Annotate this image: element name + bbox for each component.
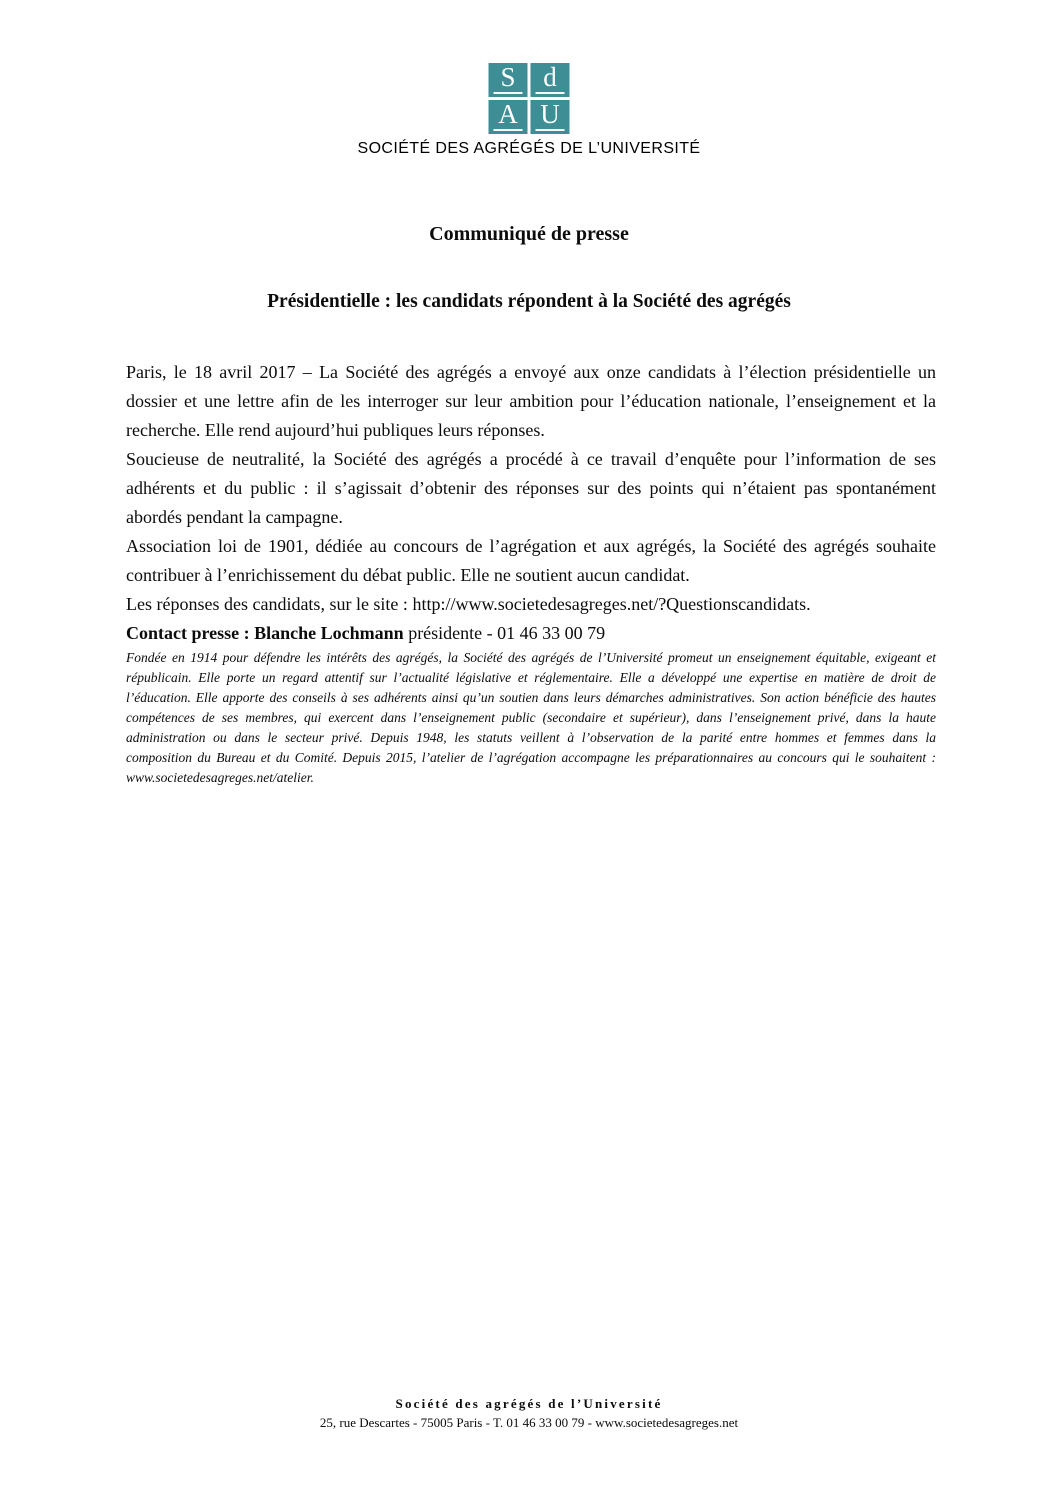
- logo-letter-a: A: [489, 100, 528, 134]
- contact-name: Contact presse : Blanche Lochmann: [126, 623, 404, 643]
- about-paragraph: [126, 648, 936, 788]
- paragraph-association: Association loi de 1901, dédiée au concours de l’agrégation et aux agrégés, la Société des agrégés souhaite contribuer à l’enrichissement du débat public. Elle ne soutient aucun candidat.: [126, 536, 936, 585]
- doc-title: Communiqué de presse: [429, 223, 629, 245]
- logo-letter-u: U: [531, 100, 570, 134]
- document-body: [126, 358, 936, 788]
- footer-org-name: Société des agrégés de l’Université: [395, 1396, 663, 1411]
- responses-link-prefix: Les réponses des candidats, sur le site :: [126, 594, 413, 614]
- about-text: Fondée en 1914 pour défendre les intérêts des agrégés, la Société des agrégés de l’Université promeut un enseignement équitable, exigeant et républicain. Elle porte un regard attentif sur l’actualité législative et réglementaire. Elle a développé une expertise en matière de droit de l’éducation. Elle apporte des conseils à ses adhérents ainsi qu’un soutien dans leurs démarches administratives. Son action bénéficie des hautes compétences de ses membres, qui exercent dans l’enseignement public (secondaire et supérieur), dans l’enseignement privé, dans la haute administration ou dans le secteur privé. Depuis 1948, les statuts veillent à l’observation de la parité entre hommes et femmes dans la composition du Bureau et du Comité. Depuis 2015, l’atelier de l’agrégation accompagne les préparationnaires au concours qui le souhaitent :: [126, 650, 936, 765]
- sdau-logo: [489, 63, 570, 134]
- page-footer: [0, 1396, 1058, 1431]
- logo-letter-s: S: [489, 63, 528, 97]
- doc-subtitle: Présidentielle : les candidats répondent à la Société des agrégés: [267, 291, 791, 312]
- logo-letter-d: d: [531, 63, 570, 97]
- paragraph-neutrality: Soucieuse de neutralité, la Société des agrégés a procédé à ce travail d’enquête pour l’information de ses adhérents et du public : il s’agissait d’obtenir des réponses sur des points qui n’étaient pas spontanément abordés pendant la campagne.: [126, 449, 936, 527]
- footer-address: 25, rue Descartes - 75005 Paris - T. 01 46 33 00 79 - www.societedesagreges.net: [319, 1415, 739, 1430]
- responses-url-link[interactable]: http://www.societedesagreges.net/?Questionscandidats.: [412, 594, 811, 614]
- press-contact-line: [126, 619, 936, 648]
- responses-link-line: [126, 590, 936, 619]
- contact-phone: présidente - 01 46 33 00 79: [403, 623, 606, 643]
- atelier-url-link[interactable]: www.societedesagreges.net/atelier.: [126, 770, 314, 785]
- org-name: SOCIÉTÉ DES AGRÉGÉS DE L’UNIVERSITÉ: [357, 140, 701, 157]
- paragraph-intro: Paris, le 18 avril 2017 – La Société des agrégés a envoyé aux onze candidats à l’élection présidentielle un dossier et une lettre afin de les interroger sur leur ambition pour l’éducation nationale, l’enseignement et la recherche. Elle rend aujourd’hui publiques leurs réponses.: [126, 362, 936, 440]
